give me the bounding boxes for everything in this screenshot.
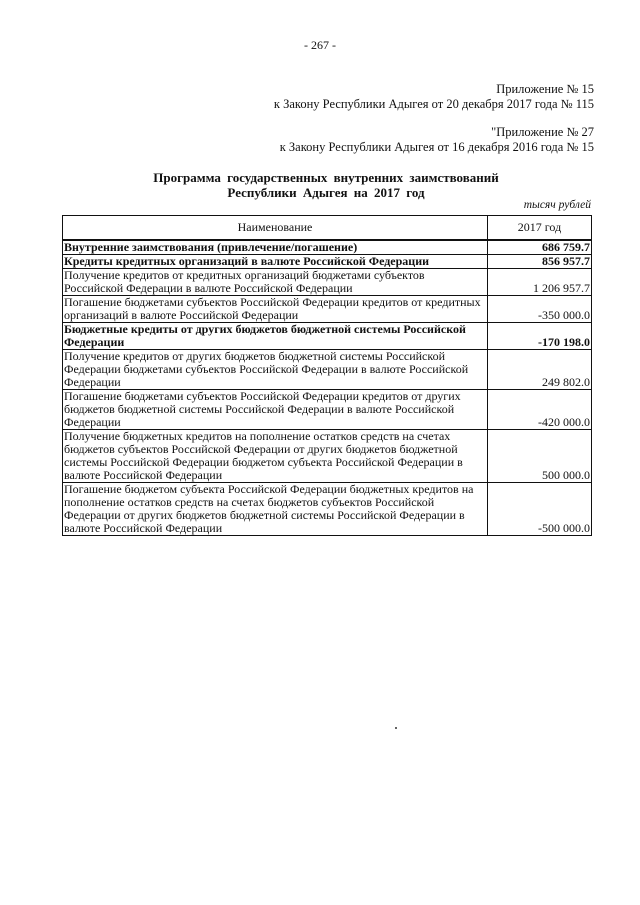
table-row: [63, 483, 592, 536]
row-name: Получение кредитов от других бюджетов бюджетной системы Российской Федерации бюджетами субъектов Российской Федерации в валюте Российской Федерации: [63, 350, 488, 390]
appendix-previous-number: "Приложение № 27: [491, 125, 594, 139]
row-amount: -420 000.0: [488, 390, 592, 430]
page-number: - 267 -: [304, 38, 336, 52]
appendix-previous: [280, 125, 594, 155]
table-header-row: [63, 216, 592, 241]
document-title: [62, 170, 590, 200]
header-amount: 2017 год: [488, 216, 592, 241]
borrowings-table: [62, 215, 592, 536]
title-line-2: Республики Адыгея на 2017 год: [227, 185, 425, 200]
row-amount: -500 000.0: [488, 483, 592, 536]
table-row: [63, 296, 592, 323]
table-row: [63, 240, 592, 255]
table-row: [63, 269, 592, 296]
row-name: Погашение бюджетами субъектов Российской Федерации кредитов от других бюджетов бюджетной системы Российской Федерации в валюте Российской Федерации: [63, 390, 488, 430]
row-amount: 1 206 957.7: [488, 269, 592, 296]
row-amount: -170 198.0: [488, 323, 592, 350]
title-line-1: Программа государственных внутренних заимствований: [153, 170, 499, 185]
row-amount: 500 000.0: [488, 430, 592, 483]
stray-dot: [395, 727, 397, 729]
table-row: [63, 390, 592, 430]
table-row: [63, 255, 592, 269]
appendix-current: [274, 82, 594, 112]
row-name: Внутренние заимствования (привлечение/погашение): [63, 240, 488, 255]
row-amount: 249 802.0: [488, 350, 592, 390]
table-row: [63, 323, 592, 350]
appendix-current-number: Приложение № 15: [496, 82, 594, 96]
row-name: Получение бюджетных кредитов на пополнение остатков средств на счетах бюджетов субъектов Российской Федерации от других бюджетов бюджетной системы Российской Федерации бюджетом субъекта Российской Федерации в валюте Российской Федерации: [63, 430, 488, 483]
units-label: тысяч рублей: [523, 199, 591, 211]
header-name: Наименование: [63, 216, 488, 241]
row-name: Погашение бюджетом субъекта Российской Федерации бюджетных кредитов на пополнение остатков средств на счетах бюджетов субъектов Российской Федерации от других бюджетов бюджетной системы Российской Федерации в валюте Российской Федерации: [63, 483, 488, 536]
row-name: Погашение бюджетами субъектов Российской Федерации кредитов от кредитных организаций в валюте Российской Федерации: [63, 296, 488, 323]
row-name: Получение кредитов от кредитных организаций бюджетами субъектов Российской Федерации в валюте Российской Федерации: [63, 269, 488, 296]
row-amount: 856 957.7: [488, 255, 592, 269]
table-row: [63, 350, 592, 390]
row-amount: -350 000.0: [488, 296, 592, 323]
table-row: [63, 430, 592, 483]
appendix-current-law: к Закону Республики Адыгея от 20 декабря 2017 года № 115: [273, 97, 594, 111]
appendix-previous-law: к Закону Республики Адыгея от 16 декабря 2016 года № 15: [279, 140, 594, 154]
row-amount: 686 759.7: [488, 240, 592, 255]
row-name: Кредиты кредитных организаций в валюте Российской Федерации: [63, 255, 488, 269]
row-name: Бюджетные кредиты от других бюджетов бюджетной системы Российской Федерации: [63, 323, 488, 350]
